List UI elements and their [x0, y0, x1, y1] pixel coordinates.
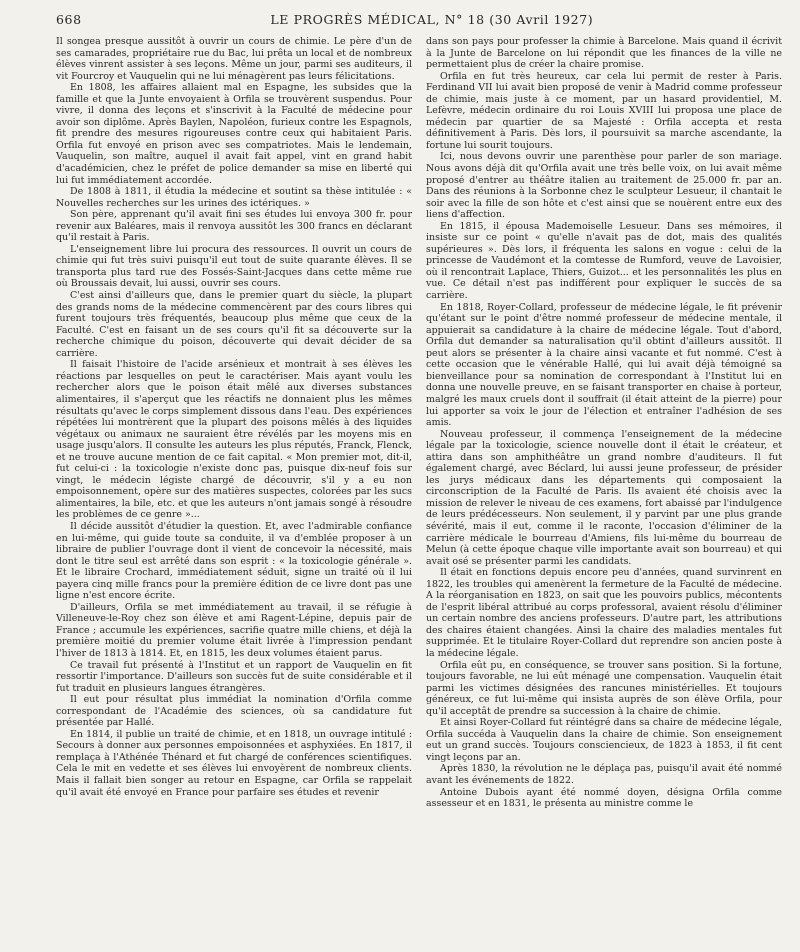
- paragraph: Il songea presque aussitôt à ouvrir un cours de chimie. Le père d'un de ses camarades, propriétaire rue du Bac, lui prêta un local et de nombreux élèves vinrent assister à ses leçons. Même un jour, parmi ses auditeurs, il vit Fourcroy et Vauquelin qui ne lui ménagèrent pas leurs félicitations.: [56, 36, 412, 82]
- paragraph: De 1808 à 1811, il étudia la médecine et soutint sa thèse intitulée : « Nouvelles recherches sur les urines des ictériques. »: [56, 186, 412, 209]
- paragraph: Après 1830, la révolution ne le déplaça pas, puisqu'il avait été nommé avant les événements de 1822.: [426, 763, 782, 786]
- left-column: [56, 36, 412, 946]
- paragraph: Il faisait l'histoire de l'acide arsénieux et montrait à ses élèves les réactions par lesquelles on peut le caractériser. Mais ayant voulu les rechercher alors que le poison était mêlé aux diverses substances alimentaires, il s'aperçut que les réactifs ne donnaient plus les mêmes résultats qu'avec le corps simplement dissous dans l'eau. Des expériences répétées lui montrèrent que la plupart des poisons mêlés à des liquides végétaux ou animaux ne sauraient être révélés par les moyens mis en usage jusqu'alors. Il consulte les auteurs les plus réputés, Franck, Flenck, et ne trouve aucune mention de ce fait capital. « Mon premier mot, dit-il, fut celui-ci : la toxicologie n'existe donc pas, puisque dix-neuf fois sur vingt, le médecin légiste chargé de découvrir, s'il y a eu non empoisonnement, opère sur des matières suspectes, colorées par les sucs alimentaires, la bile, etc. et que les auteurs n'ont jamais songé à résoudre les problèmes de ce genre »...: [56, 359, 412, 521]
- page-number: 668: [56, 12, 82, 27]
- paragraph: En 1814, il publie un traité de chimie, et en 1818, un ouvrage intitulé : Secours à donner aux personnes empoisonnées et asphyxiées. En 1817, il remplaça à l'Athénée Thénard et fut chargé de conférences scientifiques. Cela le mit en vedette et ses élèves lui envoyèrent de nombreux clients. Mais il fallait bien songer au retour en Espagne, car Orfila se rappelait qu'il avait été envoyé en France pour parfaire ses études et revenir: [56, 728, 412, 798]
- paragraph: Orfila eût pu, en conséquence, se trouver sans position. Si la fortune, toujours favorable, ne lui eût ménagé une compensation. Vauquelin était parmi les victimes désignées des rancunes ministérielles. Et toujours généreux, ce fut lui-même qui insista auprès de son élève Orfila, pour qu'il acceptât de prendre sa succession à la chaire de chimie.: [426, 659, 782, 717]
- paragraph: Il était en fonctions depuis encore peu d'années, quand survinrent en 1822, les troubles qui amenèrent la fermeture de la Faculté de médecine. A la réorganisation en 1823, on sait que les pouvoirs publics, mécontents de l'esprit libéral attribué au corps professoral, avaient résolu d'éliminer un certain nombre des anciens professeurs. D'autre part, les attributions des chaires étaient changées. Ainsi la chaire des maladies mentales fut supprimée. Et le titulaire Royer-Collard dut reprendre son ancien poste à la médecine légale.: [426, 567, 782, 659]
- paragraph: En 1815, il épousa Mademoiselle Lesueur. Dans ses mémoires, il insiste sur ce point « qu'elle n'avait pas de dot, mais des qualités supérieures ». Dès lors, il fréquenta les salons en vogue : celui de la princesse de Vaudémont et la comtesse de Rumford, veuve de Lavoisier, où il rencontrait Laplace, Thiers, Guizot... et les personnalités les plus en vue. Ce détail n'est pas indifférent pour expliquer le succès de sa carrière.: [426, 220, 782, 302]
- journal-title: LE PROGRÈS MÉDICAL, N° 18 (30 Avril 1927): [270, 12, 594, 27]
- paragraph: D'ailleurs, Orfila se met immédiatement au travail, il se réfugie à Villeneuve-le-Roy chez son élève et ami Ragent-Lépine, depuis pair de France ; accumule les expériences, sacrifie quatre mille chiens, et déjà la première moitié du premier volume était livrée à l'impression pendant l'hiver de 1813 à 1814. Et, en 1815, les deux volumes étaient parus.: [56, 601, 412, 659]
- right-column: [426, 36, 782, 946]
- paragraph: Il eut pour résultat plus immédiat la nomination d'Orfila comme correspondant de l'Académie des sciences, où sa candidature fut présentée par Hallé.: [56, 694, 412, 729]
- running-header: [56, 12, 782, 27]
- paragraph: En 1818, Royer-Collard, professeur de médecine légale, le fit prévenir qu'étant sur le point d'être nommé professeur de médecine mentale, il appuierait sa candidature à la chaire de médecine légale. Tout d'abord, Orfila dut demander sa naturalisation qu'il obtint d'ailleurs aussitôt. Il peut alors se présenter à la chaire ainsi vacante et fut nommé. C'est à cette occasion que le vénérable Hallé, qui lui avait déjà témoigné sa bienveillance pour sa nomination de correspondant à l'Institut lui en donna une nouvelle preuve, en se faisant transporter en chaise à porteur, malgré les maux cruels dont il souffrait (il était atteint de la pierre) pour lui apporter sa voix le jour de l'élection et entraîner l'adhésion de ses amis.: [426, 301, 782, 429]
- paragraph: Et ainsi Royer-Collard fut réintégré dans sa chaire de médecine légale, Orfila succéda à Vauquelin dans la chaire de chimie. Son enseignement eut un grand succès. Toujours consciencieux, de 1823 à 1853, il fit cent vingt leçons par an.: [426, 717, 782, 763]
- paragraph: Antoine Dubois ayant été nommé doyen, désigna Orfila comme assesseur et en 1831, le présenta au ministre comme le: [426, 786, 782, 810]
- paragraph: En 1808, les affaires allaient mal en Espagne, les subsides que la famille et que la Junte envoyaient à Orfila se trouvèrent suspendus. Pour vivre, il donna des leçons et s'inscrivit à la Faculté de médecine pour avoir son diplôme. Après Baylen, Napoléon, furieux contre les Espagnols, fit prendre des mesures rigoureuses contre ceux qui habitaient Paris. Orfila fut envoyé en prison avec ses compatriotes. Mais le lendemain, Vauquelin, son maître, auquel il avait fait appel, vint en grand habit d'académicien, chez le préfet de police demander sa mise en liberté qui lui fut immédiatement accordée.: [56, 82, 412, 186]
- paragraph: dans son pays pour professer la chimie à Barcelone. Mais quand il écrivit à la Junte de Barcelone on lui répondit que les finances de la ville ne permettaient plus de créer la chaire promise.: [426, 36, 782, 71]
- paragraph: Ici, nous devons ouvrir une parenthèse pour parler de son mariage. Nous avons déjà dit qu'Orfila avait une très belle voix, on lui avait même proposé d'entrer au théâtre italien au traitement de 25.000 fr. par an. Dans des réunions à la Sorbonne chez le sculpteur Lesueur, il chantait le soir avec la fille de son hôte et c'est ainsi que se nouèrent entre eux des liens d'affection.: [426, 151, 782, 221]
- paragraph: Nouveau professeur, il commença l'enseignement de la médecine légale par la toxicologie, science nouvelle dont il était le créateur, et attira dans son amphithéâtre un grand nombre d'auditeurs. Il fut également chargé, avec Béclard, lui aussi jeune professeur, de présider les jurys médicaux dans les départements qui composaient la circonscription de la Faculté de Paris. Ils avaient été choisis avec la mission de relever le niveau de ces examens, fort abaissé par l'indulgence de leurs prédécesseurs. Non seulement, il y parvint par une plus grande sévérité, mais il eut, comme il le raconte, l'occasion d'éliminer de la carrière médicale le bourreau d'Amiens, fils lui-même du bourreau de Melun (à cette époque chaque ville importante avait son bourreau) et qui avait osé se présenter parmi les candidats.: [426, 428, 782, 567]
- paragraph: L'enseignement libre lui procura des ressources. Il ouvrit un cours de chimie qui fut très suivi puisqu'il eut tout de suite quarante élèves. Il se transporta plus tard rue des Fossés-Saint-Jacques dans cette même rue où Broussais devait, lui aussi, ouvrir ses cours.: [56, 243, 412, 290]
- paragraph: Son père, apprenant qu'il avait fini ses études lui envoya 300 fr. pour revenir aux Baléares, mais il renvoya aussitôt les 300 francs en déclarant qu'il restait à Paris.: [56, 209, 412, 244]
- paragraph: Ce travail fut présenté à l'Institut et un rapport de Vauquelin en fit ressortir l'importance. D'ailleurs son succès fut de suite considérable et il fut traduit en plusieurs langues étrangères.: [56, 659, 412, 694]
- paragraph: Il décide aussitôt d'étudier la question. Et, avec l'admirable confiance en lui-même, qui guide toute sa conduite, il va d'emblée proposer à un libraire de publier l'ouvrage dont il vient de concevoir la nécessité, mais dont le titre seul est arrêté dans son esprit : « la toxicologie générale ». Et le libraire Crochard, immédiatement séduit, signe un traité où il lui payera cinq mille francs pour la première édition de ce livre dont pas une ligne n'est encore écrite.: [56, 520, 412, 602]
- paragraph: Orfila en fut très heureux, car cela lui permit de rester à Paris. Ferdinand VII lui avait bien proposé de venir à Madrid comme professeur de chimie, mais juste à ce moment, par un hasard providentiel, M. Lefèvre, médecin ordinaire du roi Louis XVIII lui proposa une place de médecin par quartier de sa Majesté : Orfila accepta et resta définitivement à Paris. Dès lors, il poursuivit sa marche ascendante, la fortune lui sourit toujours.: [426, 70, 782, 151]
- text-columns: [56, 36, 782, 946]
- paragraph: C'est ainsi d'ailleurs que, dans le premier quart du siècle, la plupart des grands noms de la médecine commencèrent par des cours libres qui furent toujours très fréquentés, beaucoup plus même que ceux de la Faculté. C'est en faisant un de ses cours qu'il fit sa découverte sur la recherche chimique du poison, découverte qui devait décider de sa carrière.: [56, 290, 412, 359]
